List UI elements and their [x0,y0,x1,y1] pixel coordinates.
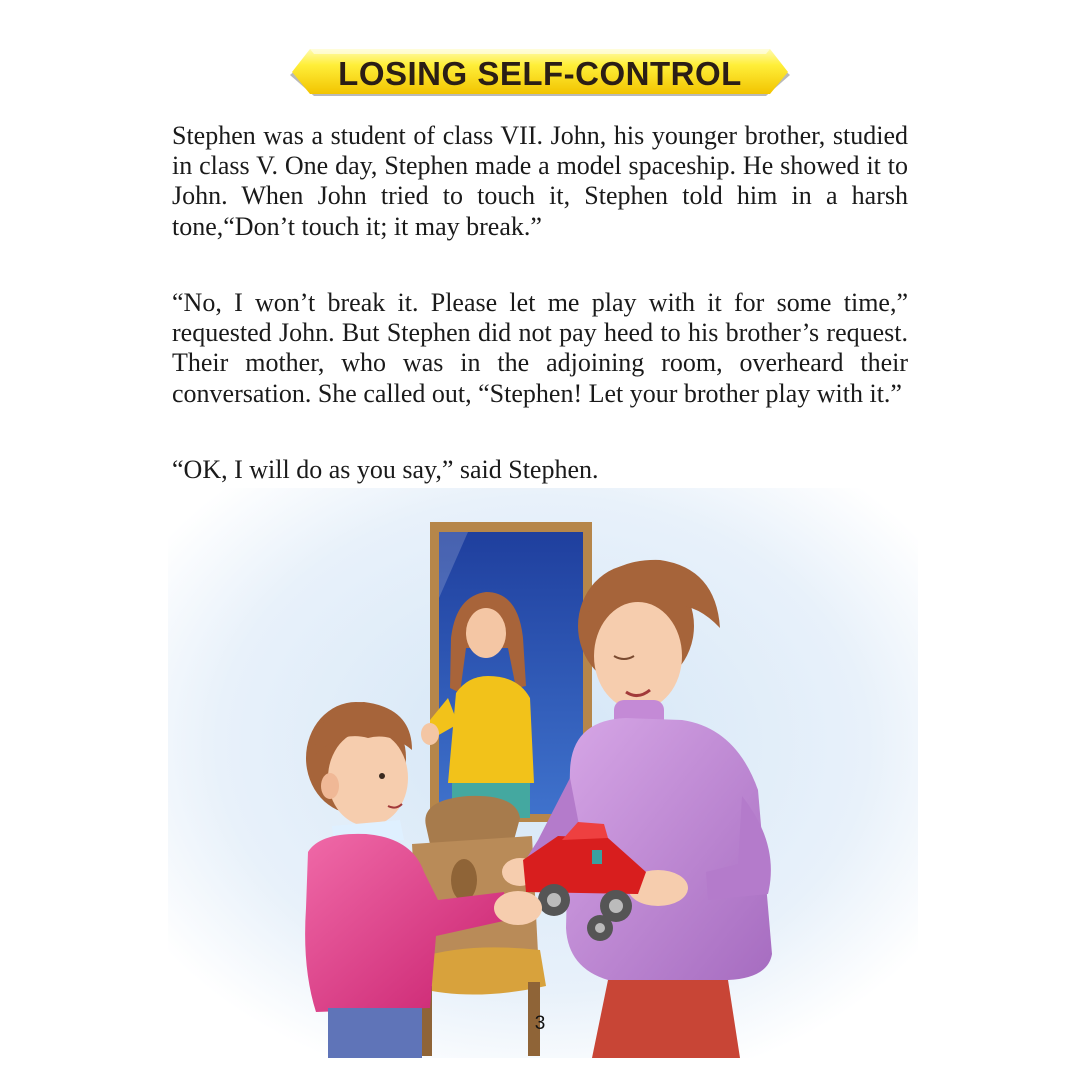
title-banner [290,44,790,104]
story-illustration [168,488,918,1058]
story-paragraph-2: “No, I won’t break it. Please let me play with it for some time,” requested John. But Stephen did not pay heed to his brother’s request. Their mother, who was in the adjoining room, overheard their conversation. She called out, “Stephen! Let your brother play with it.” [172,288,908,408]
page-number: 3 [534,1013,546,1034]
story-paragraph-1: Stephen was a student of class VII. John, his younger brother, studied in class V. One day, Stephen made a model spaceship. He showed it to John. When John tried to touch it, Stephen told him in a harsh tone,“Don’t touch it; it may break.” [172,121,908,241]
page-title: LOSING SELF-CONTROL [338,55,742,92]
story-paragraph-3: “OK, I will do as you say,” said Stephen. [172,455,599,484]
